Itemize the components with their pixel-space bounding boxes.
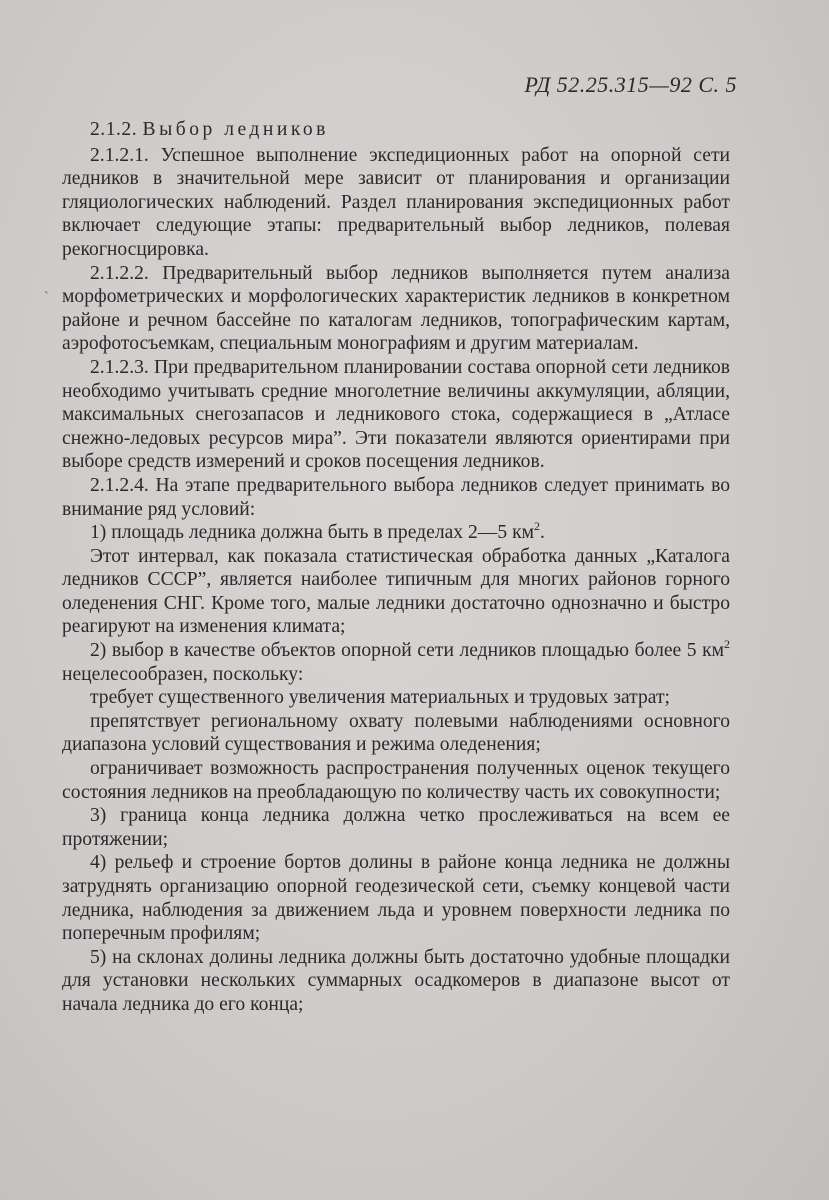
condition-2-item: ограничивает возможность распространения полученных оценок текущего состояния ледников на преобладающую по количеству часть их совокупности; [62,758,730,803]
section-heading [62,118,730,142]
page-body [62,118,730,1017]
condition-2-item: препятствует региональному охвату полевыми наблюдениями основного диапазона условий существования и режима оледенения; [62,710,730,756]
condition-1: 1) площадь ледника должна быть в пределах 2—5 $км^2$. [90,519,545,544]
condition-2: 2) выбор в качестве объектов опорной сети ледников площадью более 5 $км^2$ нецелесообразен, поскольку: [62,637,730,685]
superscript: 2 [724,637,730,652]
condition-3: 3) граница конца ледника должна четко прослеживаться на всем ее протяжении; [62,805,730,850]
section-title: Выбор ледников [142,119,329,140]
condition-2-item: требует существенного увеличения материальных и трудовых затрат; [90,687,670,709]
condition-5: 5) на склонах долины ледника должны быть достаточно удобные площадки для установки нескольких суммарных осадкомеров в диапазоне высот от начала ледника до его конца; [62,946,730,1015]
margin-mark: ` [44,290,49,305]
condition-1-note: Этот интервал, как показала статистическая обработка данных „Каталога ледников СССР”, является наиболее типичным для многих районов горного оледенения СНГ. Кроме того, малые ледники достаточно однозначно и быстро реагируют на изменения климата; [62,545,730,638]
paragraph-2-1-2-3: 2.1.2.3. При предварительном планировании состава опорной сети ледников необходимо учитывать средние многолетние величины аккумуляции, абляции, максимальных снегозапасов и ледникового стока, содержащиеся в „Атласе снежно-ледовых ресурсов мира”. Эти показатели являются ориентирами при выборе средств измерений и сроков посещения ледников. [62,356,730,473]
section-number: 2.1.2. [90,119,138,140]
paragraph-2-1-2-1: 2.1.2.1. Успешное выполнение экспедиционных работ на опорной сети ледников в значительной мере зависит от планирования и организации гляциологических наблюдений. Раздел планирования экспедиционных работ включает следующие этапы: предварительный выбор ледников, полевая рекогносцировка. [62,144,730,260]
condition-4: 4) рельеф и строение бортов долины в районе конца ледника не должны затруднять организацию опорной геодезической сети, съемку концевой части ледника, наблюдения за движением льда и уровнем поверхности ледника по поперечным профилям; [62,852,730,945]
superscript: 2 [534,519,540,534]
running-head: РД 52.25.315—92 С. 5 [524,72,737,97]
paragraph-2-1-2-4: 2.1.2.4. На этапе предварительного выбора ледников следует принимать во внимание ряд условий: [62,474,730,520]
paragraph-2-1-2-2: 2.1.2.2. Предварительный выбор ледников выполняется путем анализа морфометрических и морфологических характеристик ледников в конкретном районе и речном бассейне по каталогам ледников, топографическим картам, аэрофотосъемкам, специальным монографиям и другим материалам. [62,262,730,355]
